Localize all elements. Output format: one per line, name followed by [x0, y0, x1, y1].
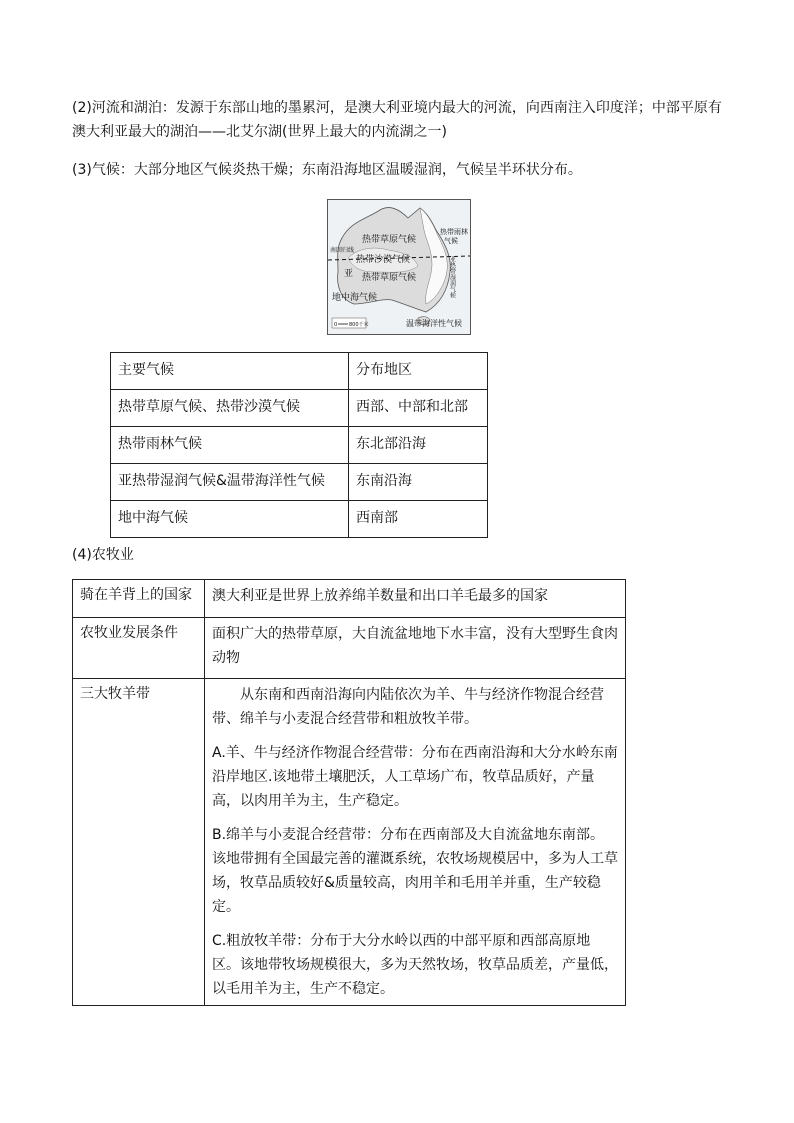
label-sub: 亚 [344, 269, 354, 279]
table-row [111, 353, 488, 390]
region-header-cell: 分布地区 [349, 353, 488, 390]
table-cell: 地中海气候 [111, 501, 349, 538]
table-cell: 西部、中部和北部 [349, 390, 488, 427]
table-cell: 热带草原气候、热带沙漠气候 [111, 390, 349, 427]
map-drawing [328, 200, 470, 334]
label-rainforest-2: 气候 [444, 237, 458, 245]
table-row [73, 618, 626, 679]
scale-zero-label: 0 [334, 322, 338, 328]
table-cell: 西南部 [349, 501, 488, 538]
table-cell-belts [205, 679, 626, 1006]
label-tropical-desert: 热带沙漠气候 [356, 255, 411, 265]
table-cell: 骑在羊背上的国家 [73, 580, 205, 618]
climate-header-cell: 主要气候 [111, 353, 349, 390]
label-temperate-oceanic: 温带海洋性气候 [406, 319, 462, 328]
table-cell: 东北部沿海 [349, 427, 488, 464]
table-cell: 东南沿海 [349, 464, 488, 501]
table-row [73, 580, 626, 618]
label-mediterranean: 地中海气候 [332, 293, 378, 303]
belts-intro: 从东南和西南沿海向内陆依次为羊、牛与经济作物混合经营带、绵羊与小麦混合经营带和粗放牧羊带。 [212, 687, 604, 727]
section-agriculture: (4)农牧业 [72, 547, 134, 563]
label-tropical-savanna-2: 热带草原气候 [362, 273, 417, 283]
belt-b: B.绵羊与小麦混合经营带：分布在西南部及大自流盆地东南部。该地带拥有全国最完善的灌溉系统，农牧场规模居中，多为人工草场，牧草品质较好&质量较高，肉用羊和毛用羊并重，生产较稳定。 [212, 827, 618, 915]
table-row [111, 390, 488, 427]
table-cell: 三大牧羊带 [73, 679, 205, 1006]
table-row [111, 501, 488, 538]
table-cell: 面积广大的热带草原，大自流盆地地下水丰富，没有大型野生食肉动物 [205, 618, 626, 679]
australia-climate-map [327, 199, 471, 335]
label-rainforest-1: 热带雨林 [440, 228, 468, 236]
table-cell: 澳大利亚是世界上放养绵羊数量和出口羊毛最多的国家 [205, 580, 626, 618]
table-row [73, 679, 626, 1006]
label-humid-subtropical: 亚热带湿润气候 [448, 256, 456, 298]
belt-a: A.羊、牛与经济作物混合经营带：分布在西南沿海和大分水岭东南沿岸地区.该地带土壤肥沃，人工草场广布，牧草品质好，产量高，以肉用羊为主，生产稳定。 [212, 745, 618, 809]
section-climate: (3)气候：大部分地区气候炎热干燥；东南沿海地区温暖湿润，气候呈半环状分布。 [72, 162, 582, 178]
table-row [111, 427, 488, 464]
label-tropical-savanna: 热带草原气候 [362, 235, 417, 245]
section-rivers-lakes: (2)河流和湖泊：发源于东部山地的墨累河，是澳大利亚境内最大的河流，向西南注入印度洋；中部平原有澳大利亚最大的湖泊——北艾尔湖(世界上最大的内流湖之一) [72, 100, 722, 140]
label-tropic-line: 南回归线 [330, 247, 355, 254]
table-cell: 农牧业发展条件 [73, 618, 205, 679]
table-row [111, 464, 488, 501]
belt-c: C.粗放牧羊带：分布于大分水岭以西的中部平原和西部高原地区。该地带牧场规模很大，多为天然牧场，牧草品质差，产量低，以毛用羊为主，生产不稳定。 [212, 933, 618, 997]
agriculture-table [72, 579, 626, 1006]
table-cell: 热带雨林气候 [111, 427, 349, 464]
climate-table [110, 352, 488, 538]
table-cell: 亚热带湿润气候&温带海洋性气候 [111, 464, 349, 501]
scale-label: 800千米 [349, 322, 369, 328]
